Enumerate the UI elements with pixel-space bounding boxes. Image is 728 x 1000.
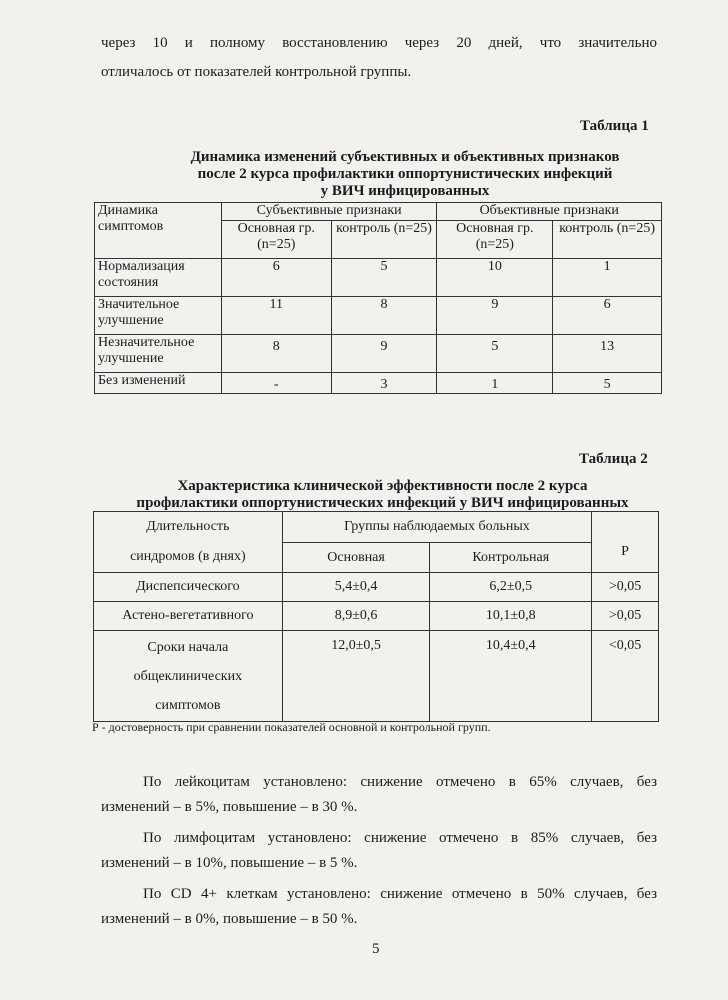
table2-duration-line2: синдромов (в днях) — [130, 549, 246, 564]
table2-row-label-line3: симптомов — [155, 698, 221, 713]
table2-duration-line1: Длительность — [146, 519, 230, 534]
table1 — [94, 202, 662, 394]
table1-cell: 5 — [331, 259, 437, 297]
table2-row-label-line1: Сроки начала — [147, 640, 229, 655]
table-row — [95, 297, 662, 335]
table1-cell: 6 — [221, 259, 331, 297]
table-row — [95, 259, 662, 297]
table2-control-header: Контрольная — [430, 543, 592, 573]
paragraph-lymphocytes-line2: изменений – в 10%, повышение – в 5 %. — [101, 855, 358, 871]
table1-cell: - — [221, 373, 331, 394]
page-number: 5 — [372, 941, 380, 957]
table2-cell-main: 12,0±0,5 — [282, 631, 430, 722]
table1-subheader: контроль (n=25) — [553, 221, 662, 259]
table1-cell: 1 — [553, 259, 662, 297]
table2-cell-p: <0,05 — [592, 631, 659, 722]
table1-title-line1: Динамика изменений субъективных и объективных признаков — [190, 149, 620, 165]
intro-line-2: отличалось от показателей контрольной группы. — [101, 64, 412, 80]
table1-row-label: Значительное улучшение — [95, 297, 222, 335]
table1-title-line3: у ВИЧ инфицированных — [320, 183, 490, 199]
table1-cell: 8 — [221, 335, 331, 373]
table2-cell-control: 10,1±0,8 — [430, 602, 592, 631]
table2-cell-main: 8,9±0,6 — [282, 602, 430, 631]
table1-cell: 1 — [437, 373, 553, 394]
table1-cell: 9 — [331, 335, 437, 373]
table2-cell-main: 5,4±0,4 — [282, 573, 430, 602]
table-row — [95, 373, 662, 394]
intro-line-1: через 10 и полному восстановлению через 20 дней, что значительно — [101, 35, 657, 51]
table1-subheader: Основная гр. (n=25) — [437, 221, 553, 259]
table-row — [94, 573, 659, 602]
table2-title-line1: Характеристика клинической эффективности после 2 курса — [177, 478, 588, 494]
table2-footnote: Р - достоверность при сравнении показателей основной и контрольной групп. — [92, 720, 491, 734]
table1-cell: 5 — [553, 373, 662, 394]
table2-main-header: Основная — [282, 543, 430, 573]
table2-row-label: Астено-вегетативного — [94, 602, 283, 631]
table2-caption: Таблица 2 — [579, 451, 648, 467]
table1-cell: 6 — [553, 297, 662, 335]
table2-cell-p: >0,05 — [592, 602, 659, 631]
table2-title — [90, 478, 675, 512]
table1-group-subjective: Субъективные признаки — [221, 203, 437, 221]
table1-cell: 9 — [437, 297, 553, 335]
table-row — [95, 335, 662, 373]
table1-subheader: Основная гр. (n=25) — [221, 221, 331, 259]
table1-row-header: Динамика симптомов — [95, 203, 222, 259]
table1-cell: 11 — [221, 297, 331, 335]
table1-title-line2: после 2 курса профилактики оппортунистических инфекций — [197, 166, 613, 182]
table2-title-line2: профилактики оппортунистических инфекций у ВИЧ инфицированных — [136, 495, 629, 511]
table-row — [94, 602, 659, 631]
table2-cell-p: >0,05 — [592, 573, 659, 602]
table1-cell: 8 — [331, 297, 437, 335]
table2 — [93, 511, 659, 722]
paragraph-lymphocytes-line1: По лимфоцитам установлено: снижение отмечено в 85% случаев, без — [143, 830, 657, 846]
paragraph-cd4-line2: изменений – в 0%, повышение – в 50 %. — [101, 911, 358, 927]
table1-group-objective: Объективные признаки — [437, 203, 662, 221]
table2-cell-control: 6,2±0,5 — [430, 573, 592, 602]
table1-cell: 10 — [437, 259, 553, 297]
paragraph-leukocytes-line2: изменений – в 5%, повышение – в 30 %. — [101, 799, 358, 815]
table-row — [94, 631, 659, 722]
table2-row-label-line2: общеклинических — [133, 669, 243, 684]
table1-row-label: Незначительное улучшение — [95, 335, 222, 373]
table1-row-label: Нормализация состояния — [95, 259, 222, 297]
table1-subheader: контроль (n=25) — [331, 221, 437, 259]
table1-cell: 3 — [331, 373, 437, 394]
table1-title — [110, 149, 700, 200]
paragraph-cd4-line1: По CD 4+ клеткам установлено: снижение отмечено в 50% случаев, без — [143, 886, 657, 902]
table2-p-header: Р — [592, 512, 659, 573]
table1-cell: 13 — [553, 335, 662, 373]
table1-caption: Таблица 1 — [580, 118, 649, 134]
table2-row-label: Диспепсического — [94, 573, 283, 602]
table2-groups-header: Группы наблюдаемых больных — [282, 512, 591, 543]
table2-row-label — [94, 631, 283, 722]
table1-cell: 5 — [437, 335, 553, 373]
paragraph-leukocytes-line1: По лейкоцитам установлено: снижение отмечено в 65% случаев, без — [143, 774, 657, 790]
table2-duration-header — [94, 512, 283, 573]
table2-cell-control: 10,4±0,4 — [430, 631, 592, 722]
table1-row-label: Без изменений — [95, 373, 222, 394]
